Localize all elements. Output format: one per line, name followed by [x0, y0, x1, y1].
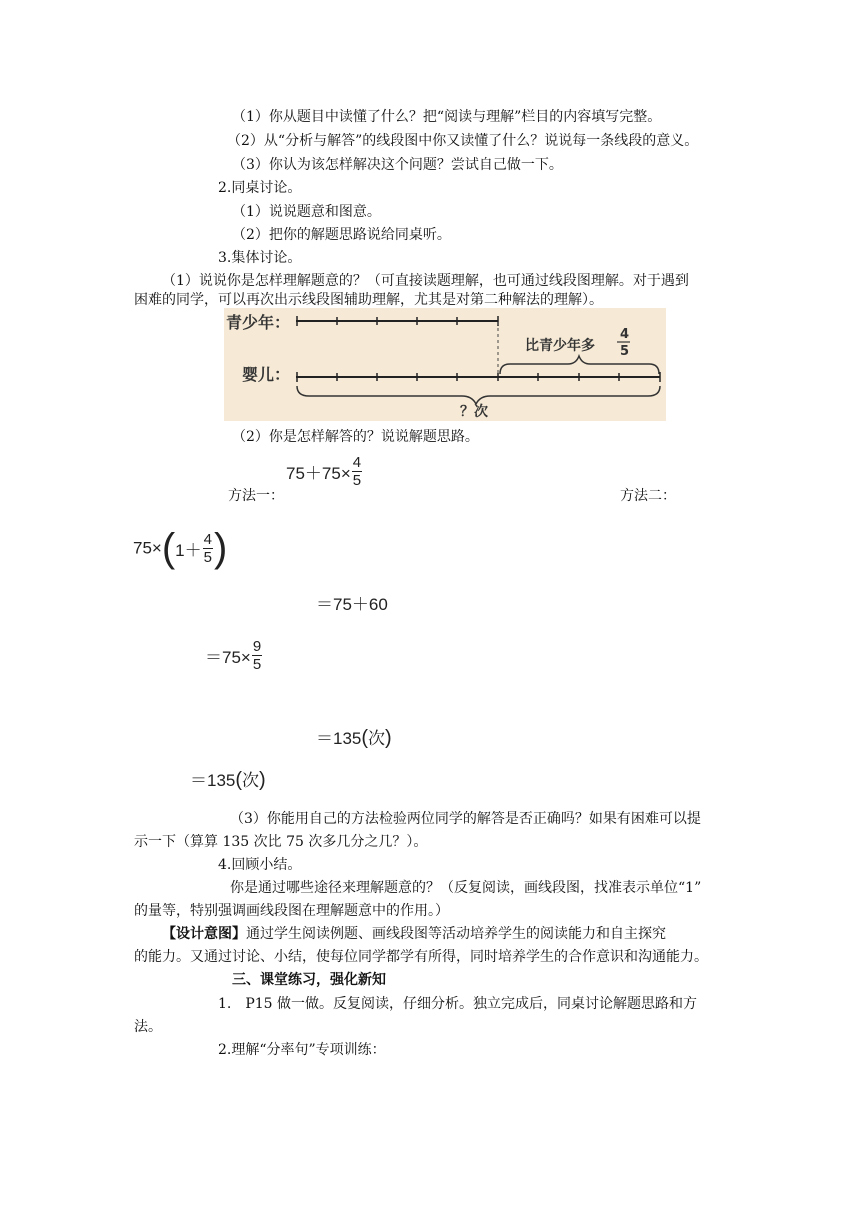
m4-text: ＝75× [205, 648, 251, 667]
method-2-label: 方法二： [620, 488, 676, 504]
method1-expression [286, 454, 363, 489]
total-brace [297, 386, 660, 404]
m6-unit: 次 [242, 771, 260, 790]
diagram-svg [224, 308, 666, 421]
step-75-plus-60: ＝75＋60 [316, 595, 388, 614]
m1-den: 5 [352, 472, 362, 489]
step-3c-line1: （3）你能用自己的方法检验两位同学的解答是否正确吗？如果有困难可以提 [230, 811, 701, 827]
youth-label: 青少年： [226, 313, 291, 332]
m5-lparen: ( [361, 727, 369, 749]
step-3c-line2: 示一下（算算 135 次比 75 次多几分之几？）。 [134, 834, 428, 850]
design-intent-line2: 的能力。又通过讨论、小结，使每位同学都学有所得，同时培养学生的合作意识和沟通能力。 [134, 949, 708, 965]
m1-num: 4 [352, 454, 362, 471]
question-2: （2）从“分析与解答”的线段图中你又读懂了什么？说说每一条线段的意义。 [227, 133, 699, 149]
section-3-heading: 三、课堂练习，强化新知 [232, 972, 386, 988]
practice-1-line2: 法。 [134, 1019, 162, 1035]
practice-2: 2.理解“分率句”专项训练： [218, 1042, 386, 1058]
m5-rparen: ) [385, 727, 392, 749]
method2-expression [133, 526, 227, 571]
m2-num: 4 [203, 531, 212, 548]
step-75-times-9-5 [205, 638, 263, 673]
step-4a-line2: 的量等，特别强调画线段图在理解题意中的作用。） [134, 903, 449, 919]
step-4: 4.回顾小结。 [218, 857, 302, 873]
step-3b: （2）你是怎样解答的？说说解题思路。 [232, 429, 479, 445]
step-3: 3.集体讨论。 [218, 250, 302, 266]
method-1-label: 方法一： [228, 488, 284, 504]
m6-lparen: ( [235, 769, 243, 791]
m6-rparen: ) [259, 769, 266, 791]
step-2a: （1）说说题意和图意。 [232, 204, 381, 220]
m6-text: ＝135 [190, 771, 236, 790]
m4-den: 5 [252, 656, 262, 673]
design-intent-line1 [162, 925, 666, 943]
question-3: （3）你认为该怎样解决这个问题？尝试自己做一下。 [232, 157, 563, 173]
baby-label: 婴儿： [242, 365, 291, 384]
result-method2 [190, 766, 266, 792]
m2-den: 5 [203, 549, 212, 566]
step-3a-line2: 困难的同学，可以再次出示线段图辅助理解，尤其是对第二种解法的理解）。 [134, 292, 603, 308]
practice-1-line1: 1. P15 做一做。反复阅读，仔细分析。独立完成后，同桌讨论解题思路和方 [218, 996, 698, 1012]
extra-den: 5 [620, 344, 630, 359]
m4-fraction [252, 638, 262, 673]
m1-fraction [352, 454, 362, 489]
m5-unit: 次 [368, 729, 386, 748]
m5-text: ＝135 [316, 729, 362, 748]
extra-brace [500, 356, 659, 374]
extra-num: 4 [620, 327, 630, 342]
m2-text: 75× [133, 538, 162, 558]
m2-inner: 1＋ [175, 541, 202, 560]
result-method1 [316, 724, 392, 750]
question-1: （1）你从题目中读懂了什么？把“阅读与理解”栏目的内容填写完整。 [232, 109, 662, 125]
design-intent-label: 【设计意图】 [162, 926, 246, 942]
close-paren: ) [213, 526, 228, 570]
open-paren: ( [161, 526, 176, 570]
m1-text: 75＋75× [286, 464, 351, 483]
step-4a-line1: 你是通过哪些途径来理解题意的？（反复阅读，画线段图，找准表示单位“1” [230, 880, 702, 896]
step-2: 2.同桌讨论。 [218, 180, 302, 196]
design-intent-text: 通过学生阅读例题、画线段图等活动培养学生的阅读能力和自主探究 [246, 926, 666, 942]
m4-num: 9 [252, 638, 262, 655]
step-3a-line1: （1）说说你是怎样理解题意的？（可直接读题理解，也可通过线段图理解。对于遇到 [162, 273, 689, 289]
m2-fraction [203, 531, 213, 566]
step-2b: （2）把你的解题思路说给同桌听。 [232, 227, 451, 243]
unknown-label: ？次 [460, 404, 488, 420]
extra-label: 比青少年多 [525, 338, 595, 354]
line-segment-diagram [224, 308, 666, 421]
